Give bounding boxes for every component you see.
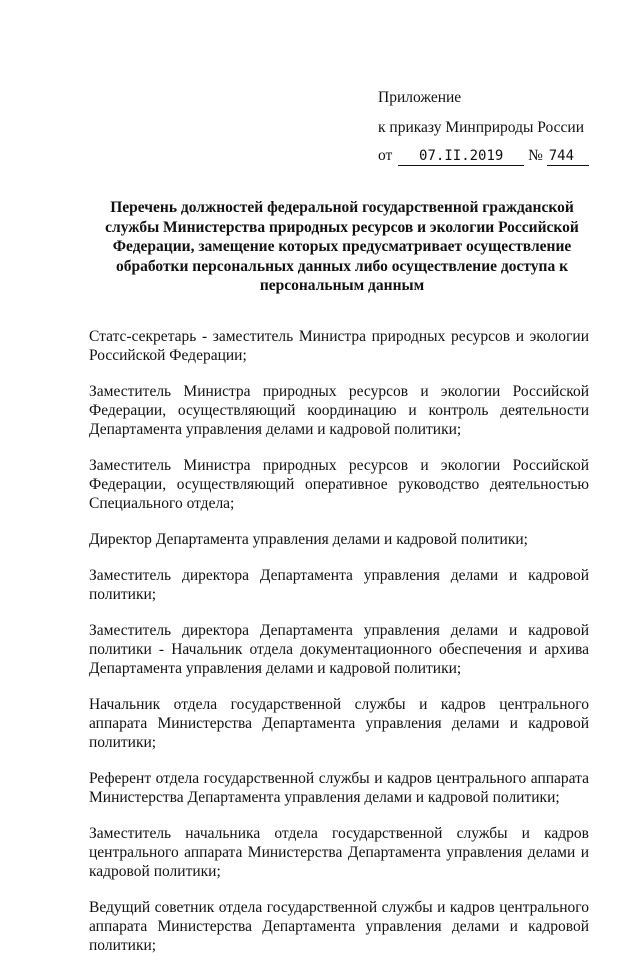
order-date-number [378,146,589,166]
list-item: Заместитель Министра природных ресурсов и экологии Российской Федерации, осуществляющий координацию и контроль деятельности Департамента управления делами и кадровой политики; [89,383,589,438]
order-date: 07.II.2019 [398,147,524,166]
list-item: Ведущий советник отдела государственной службы и кадров центрального аппарата Министерства Департамента управления делами и кадровой политики; [89,899,589,954]
document-title: Перечень должностей федеральной государственной гражданской службы Министерства природных ресурсов и экологии Российской Федерации, замещение которых предусматривает осуществление обработки персональных данных либо осуществление доступа к персональным данным [105,199,579,294]
order-reference: к приказу Минприроды России [378,119,585,136]
list-item: Референт отдела государственной службы и кадров центрального аппарата Министерства Департамента управления делами и кадровой политики; [89,770,589,806]
list-item: Начальник отдела государственной службы и кадров центрального аппарата Министерства Департамента управления делами и кадровой политики; [89,696,589,751]
list-item: Заместитель директора Департамента управления делами и кадровой политики - Начальник отдела документационного обеспечения и архива Департамента управления делами и кадровой политики; [89,622,589,677]
list-item: Статс-секретарь - заместитель Министра природных ресурсов и экологии Российской Федерации; [89,328,589,364]
appendix-label: Приложение [378,89,462,106]
order-number: 744 [547,147,589,166]
position-list [89,327,589,972]
list-item: Заместитель директора Департамента управления делами и кадровой политики; [89,567,589,603]
list-item: Директор Департамента управления делами и кадровой политики; [89,531,528,548]
list-item: Заместитель начальника отдела государственной службы и кадров центрального аппарата Министерства Департамента управления делами и кадровой политики; [89,825,589,880]
list-item: Заместитель Министра природных ресурсов и экологии Российской Федерации, осуществляющий оперативное руководство деятельностью Специального отдела; [89,457,589,512]
number-prefix: № [528,147,543,164]
date-prefix: от [378,147,393,164]
